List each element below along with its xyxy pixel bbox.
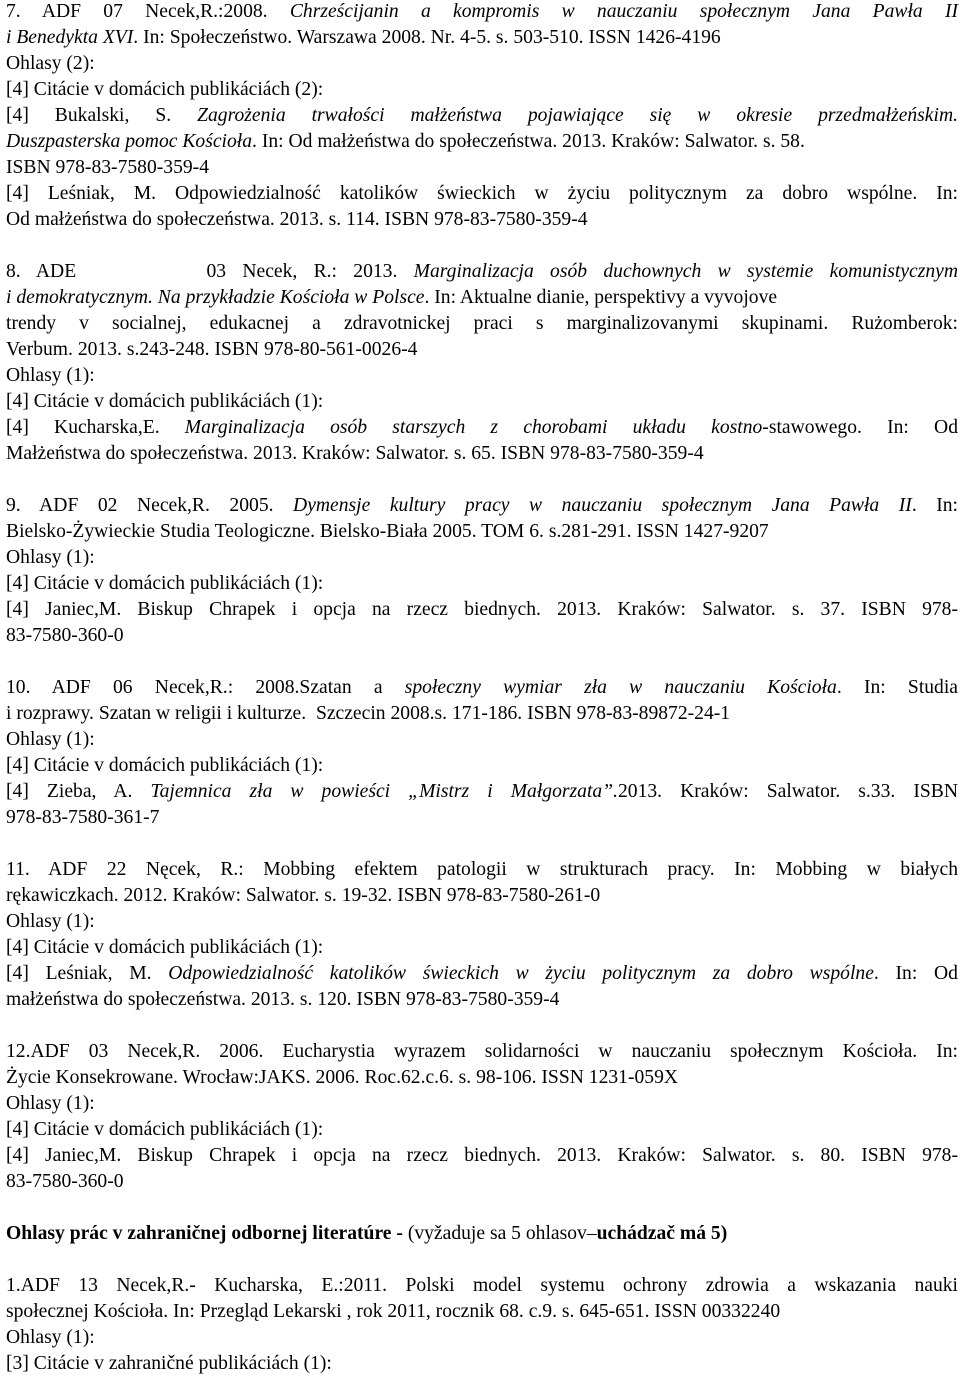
text-line xyxy=(6,1118,958,1142)
text-line xyxy=(6,520,958,544)
text-line xyxy=(6,182,958,206)
text-line xyxy=(6,624,958,648)
text-line xyxy=(6,910,958,934)
text-segment: [4] Citácie v domácich publikáciách (2): xyxy=(6,79,324,100)
text-line xyxy=(6,1300,958,1324)
text-segment: . In: xyxy=(911,495,959,516)
italic-text: Tajemnica zła w powieści „Mistrz i Małgorzata”. xyxy=(150,781,618,802)
text-line xyxy=(6,1352,958,1376)
text-segment: [4] Citácie v domácich publikáciách (1): xyxy=(6,1119,324,1140)
text-segment: Małżeństwa do społeczeństwa. 2013. Kraków: Salwator. s. 65. ISBN 978-83-7580-359-4 xyxy=(6,443,704,464)
text-line xyxy=(6,1170,958,1194)
text-line xyxy=(6,546,958,570)
text-segment: [4] Janiec,M. Biskup Chrapek i opcja na rzecz biednych. 2013. Kraków: Salwator. s. 37. ISBN 978- xyxy=(6,599,958,620)
text-segment: 83-7580-360-0 xyxy=(6,625,124,646)
text-segment: Ohlasy (2): xyxy=(6,53,95,74)
text-segment: 1.ADF 13 Necek,R.- Kucharska, E.:2011. Polski model systemu ochrony zdrowia a wskazania nauki xyxy=(6,1275,958,1296)
text-segment: [4] Janiec,M. Biskup Chrapek i opcja na rzecz biednych. 2013. Kraków: Salwator. s. 80. ISBN 978- xyxy=(6,1145,958,1166)
text-line xyxy=(6,1066,958,1090)
text-line xyxy=(6,858,958,882)
text-segment: . In: Od xyxy=(873,963,958,984)
text-segment: (vyžaduje sa 5 ohlasov– xyxy=(407,1223,597,1244)
text-line xyxy=(6,884,958,908)
text-line xyxy=(6,442,958,466)
text-segment: ISBN 978-83-7580-359-4 xyxy=(6,157,209,178)
text-line xyxy=(6,312,958,336)
text-line xyxy=(6,806,958,830)
text-segment: 2013. Kraków: Salwator. s.33. ISBN xyxy=(617,781,959,802)
italic-text: Dymensje kultury pracy w nauczaniu społecznym Jana Pawła II xyxy=(293,495,912,516)
text-line xyxy=(6,364,958,388)
text-segment: [3] Citácie v zahraničné publikáciách (1): xyxy=(6,1353,332,1374)
text-line xyxy=(6,1144,958,1168)
text-segment: Ohlasy (1): xyxy=(6,1327,95,1348)
italic-text: Chrześcijanin a kompromis w nauczaniu społecznym Jana Pawła II xyxy=(289,1,958,22)
text-segment: Ohlasy (1): xyxy=(6,547,95,568)
text-line xyxy=(6,962,958,986)
text-segment: [4] Bukalski, S. xyxy=(6,105,198,126)
italic-text: i Benedykta XVI xyxy=(6,27,134,48)
text-segment: 978-83-7580-361-7 xyxy=(6,807,160,828)
text-segment: społecznej Kościoła. In: Przegląd Lekarski , rok 2011, rocznik 68. c.9. s. 645-651. ISSN 00332240 xyxy=(6,1301,781,1322)
text-segment: Ohlasy (1): xyxy=(6,1093,95,1114)
text-segment: Ohlasy (1): xyxy=(6,729,95,750)
text-line xyxy=(6,988,958,1012)
text-segment: 10. ADF 06 Necek,R.: 2008.Szatan a xyxy=(6,677,405,698)
text-segment: i rozprawy. Szatan w religii i kulturze. Szczecin 2008.s. 171-186. ISBN 978-83-89872-24-1 xyxy=(6,703,731,724)
text-segment: małżeństwa do społeczeństwa. 2013. s. 120. ISBN 978-83-7580-359-4 xyxy=(6,989,560,1010)
text-segment: Ohlasy (1): xyxy=(6,365,95,386)
text-line xyxy=(6,754,958,778)
text-line xyxy=(6,1092,958,1116)
text-line xyxy=(6,598,958,622)
text-line xyxy=(6,52,958,76)
text-segment: [4] Leśniak, M. xyxy=(6,963,169,984)
text-line xyxy=(6,1040,958,1064)
text-line xyxy=(6,156,958,180)
text-segment: 12.ADF 03 Necek,R. 2006. Eucharystia wyrazem solidarności w nauczaniu społecznym Kościoła. In: xyxy=(6,1041,958,1062)
text-line xyxy=(6,676,958,700)
text-segment: trendy v socialnej, edukacnej a zdravotnickej praci s marginalizovanymi skupinami. Rużomberok: xyxy=(6,313,958,334)
bold-text: uchádzač má 5) xyxy=(596,1223,728,1244)
text-line xyxy=(6,26,958,50)
text-line xyxy=(6,1274,958,1298)
text-segment: . In: Od małżeństwa do społeczeństwa. 2013. Kraków: Salwator. s. 58. xyxy=(252,131,805,152)
text-segment: [4] Citácie v domácich publikáciách (1): xyxy=(6,573,324,594)
text-segment: [4] Leśniak, M. Odpowiedzialność katolików świeckich w życiu politycznym za dobro wspólne. In: xyxy=(6,183,958,204)
text-segment: [4] Citácie v domácich publikáciách (1): xyxy=(6,391,324,412)
text-line xyxy=(6,702,958,726)
italic-text: Marginalizacja osób duchownych w systemie komunistycznym xyxy=(413,261,959,282)
text-line xyxy=(6,286,958,310)
text-line xyxy=(6,1326,958,1350)
italic-text: i demokratycznym. Na przykładzie Kościoła w Polsce xyxy=(6,287,425,308)
text-segment: 83-7580-360-0 xyxy=(6,1171,124,1192)
text-line xyxy=(6,728,958,752)
text-line xyxy=(6,936,958,960)
text-line xyxy=(6,0,958,24)
text-line xyxy=(6,572,958,596)
text-segment: 8. ADE 03 Necek, R.: 2013. xyxy=(6,261,414,282)
text-segment: Verbum. 2013. s.243-248. ISBN 978-80-561-0026-4 xyxy=(6,339,418,360)
text-segment: rękawiczkach. 2012. Kraków: Salwator. s. 19-32. ISBN 978-83-7580-261-0 xyxy=(6,885,601,906)
text-segment: Ohlasy (1): xyxy=(6,911,95,932)
text-segment: [4] Kucharska,E. xyxy=(6,417,185,438)
italic-text: Duszpasterska pomoc Kościoła xyxy=(6,131,253,152)
text-line xyxy=(6,338,958,362)
text-segment: Bielsko-Żywieckie Studia Teologiczne. Bielsko-Biała 2005. TOM 6. s.281-291. ISSN 1427-9207 xyxy=(6,521,769,542)
text-line xyxy=(6,1222,958,1246)
text-segment: Od małżeństwa do społeczeństwa. 2013. s. 114. ISBN 978-83-7580-359-4 xyxy=(6,209,588,230)
text-segment: [4] Citácie v domácich publikáciách (1): xyxy=(6,937,324,958)
text-segment: 7. ADF 07 Necek,R.:2008. xyxy=(6,1,290,22)
text-line xyxy=(6,130,958,154)
italic-text: Marginalizacja osób starszych z chorobami układu kostno- xyxy=(184,417,769,438)
text-segment: Życie Konsekrowane. Wrocław:JAKS. 2006. Roc.62.c.6. s. 98-106. ISSN 1231-059X xyxy=(6,1067,679,1088)
text-segment: . In: Studia xyxy=(836,677,958,698)
text-line xyxy=(6,416,958,440)
text-line xyxy=(6,390,958,414)
bold-text: Ohlasy prác v zahraničnej odbornej literatúre - xyxy=(6,1223,408,1244)
text-line xyxy=(6,208,958,232)
italic-text: Odpowiedzialność katolików świeckich w życiu politycznym za dobro wspólne xyxy=(168,963,874,984)
text-line xyxy=(6,780,958,804)
text-line xyxy=(6,78,958,102)
text-segment: stawowego. In: Od xyxy=(768,417,959,438)
text-segment: 9. ADF 02 Necek,R. 2005. xyxy=(6,495,294,516)
text-segment: [4] Citácie v domácich publikáciách (1): xyxy=(6,755,324,776)
text-line xyxy=(6,104,958,128)
italic-text: Zagrożenia trwałości małżeństwa pojawiające się w okresie przedmałżeńskim. xyxy=(197,105,958,126)
text-line xyxy=(6,260,958,284)
text-segment: 11. ADF 22 Nęcek, R.: Mobbing efektem patologii w strukturach pracy. In: Mobbing w białych xyxy=(6,859,958,880)
text-segment: . In: Aktualne dianie, perspektivy a vyvojove xyxy=(424,287,778,308)
italic-text: społeczny wymiar zła w nauczaniu Kościoła xyxy=(404,677,837,698)
text-line xyxy=(6,494,958,518)
text-segment: [4] Zieba, A. xyxy=(6,781,151,802)
text-segment: . In: Społeczeństwo. Warszawa 2008. Nr. 4-5. s. 503-510. ISSN 1426-4196 xyxy=(133,27,721,48)
